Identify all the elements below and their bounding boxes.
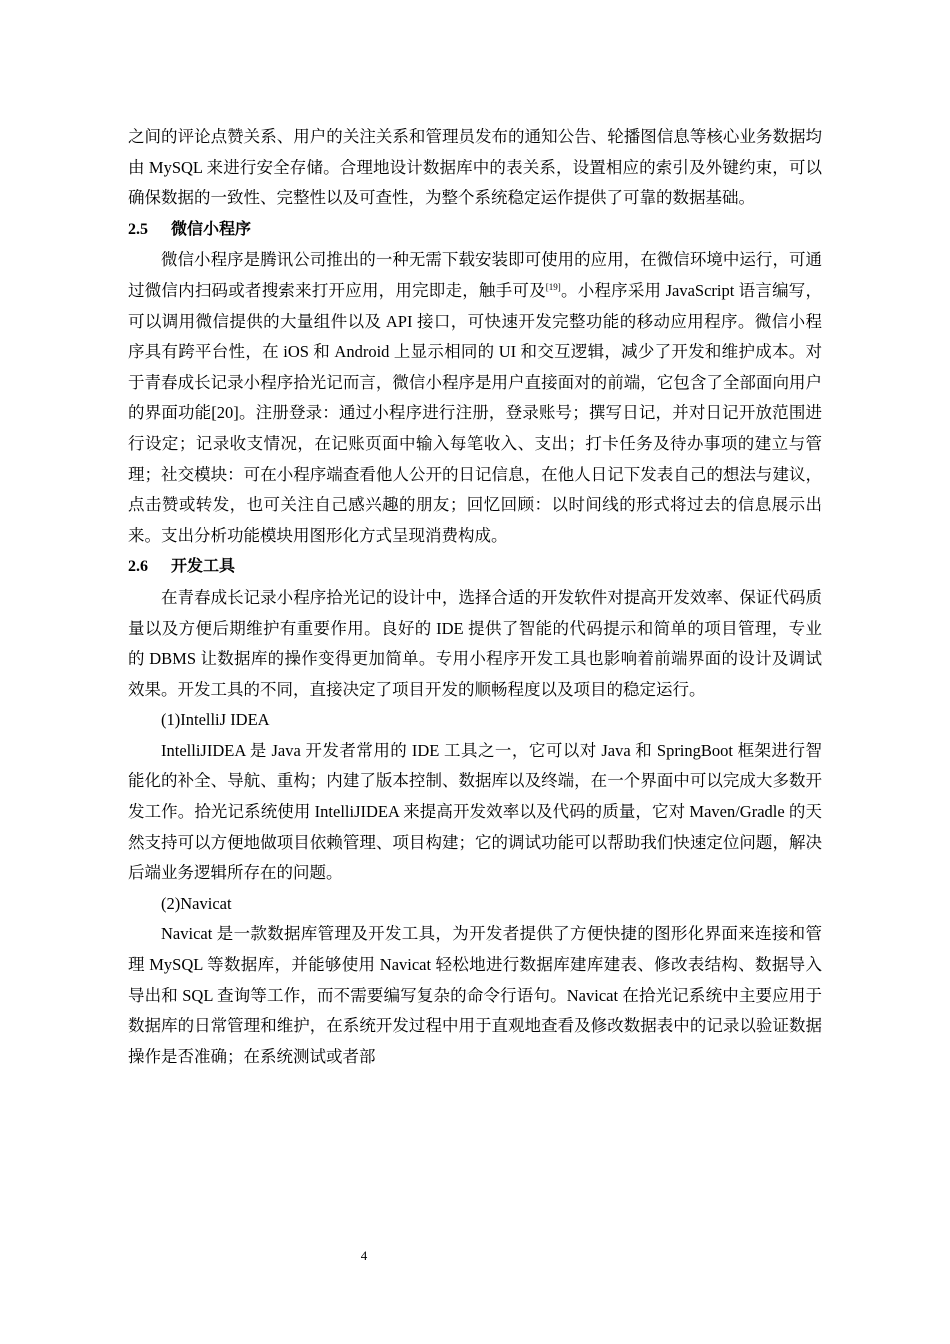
mini-program-paragraph [128,245,822,551]
page-number: 4 [360,1248,368,1263]
paragraph-text: 微信小程序是腾讯公司推出的一种无需下载安装即可使用的应用，在微信环境中运行，可通过微信内扫码或者搜索来打开应用，用完即走，触手可及 [128,250,822,300]
tool-2-label: (2)Navicat [161,893,232,913]
section-title: 微信小程序 [171,218,252,238]
citation-ref: [19] [545,281,561,292]
tool-1-label: (1)IntelliJ IDEA [161,710,270,730]
section-title: 开发工具 [171,556,236,576]
paragraph-text: 。小程序采用 JavaScript 语言编写，可以调用微信提供的大量组件以及 API 接口，可快速开发完整功能的移动应用程序。微信小程序具有跨平台性，在 iOS 和 Android 上显示相同的 UI 和交互逻辑，减少了开发和维护成本。对于青春成长记录小程序拾光记而言，微信小程序是用户直接面对的前端，它包含了全部面向用户的界面功能[20]。注册登录：通过小程序进行注册，登录账号；撰写日记，并对日记开放范围进行设定；记录收支情况，在记账页面中输入每笔收入、支出；打卡任务及待办事项的建立与管理；社交模块：可在小程序端查看他人公开的日记信息，在他人日记下发表自己的想法与建议，点击赞或转发，也可关注自己感兴趣的朋友；回忆回顾：以时间线的形式将过去的信息展示出来。支出分析功能模块用图形化方式呈现消费构成。 [128,280,823,545]
section-heading-2-5 [128,214,822,246]
tool-1-paragraph: IntelliJIDEA 是 Java 开发者常用的 IDE 工具之一，它可以对 Java 和 SpringBoot 框架进行智能化的补全、导航、重构；内建了版本控制、数据库以及终端，在一个界面中可以完成大多数开发工作。拾光记系统使用 IntelliJIDEA 来提高开发效率以及代码的质量，它对 Maven/Gradle 的天然支持可以方便地做项目依赖管理、项目构建；它的调试功能可以帮助我们快速定位问题，解决后端业务逻辑所存在的问题。 [128,740,822,883]
document-page [128,122,822,1072]
tool-2-paragraph: Navicat 是一款数据库管理及开发工具，为开发者提供了方便快捷的图形化界面来连接和管理 MySQL 等数据库，并能够使用 Navicat 轻松地进行数据库建库建表、修改表结构、数据导入导出和 SQL 查询等工作，而不需要编写复杂的命令行语句。Navicat 在拾光记系统中主要应用于数据库的日常管理和维护，在系统开发过程中用于直观地查看及修改数据表中的记录以验证数据操作是否准确；在系统测试或者部 [128,924,822,1066]
continued-paragraph: 之间的评论点赞关系、用户的关注关系和管理员发布的通知公告、轮播图信息等核心业务数据均由 MySQL 来进行安全存储。合理地设计数据库中的表关系，设置相应的索引及外键约束，可以确保数据的一致性、完整性以及可查性，为整个系统稳定运作提供了可靠的数据基础。 [128,127,822,208]
section-heading-2-6 [128,551,822,583]
section-number: 2.6 [128,558,148,576]
dev-tools-intro-paragraph: 在青春成长记录小程序拾光记的设计中，选择合适的开发软件对提高开发效率、保证代码质量以及方便后期维护有重要作用。良好的 IDE 提供了智能的代码提示和简单的项目管理，专业的 DBMS 让数据库的操作变得更加简单。专用小程序开发工具也影响着前端界面的设计及调试效果。开发工具的不同，直接决定了项目开发的顺畅程度以及项目的稳定运行。 [128,587,822,699]
section-number: 2.5 [128,220,148,238]
